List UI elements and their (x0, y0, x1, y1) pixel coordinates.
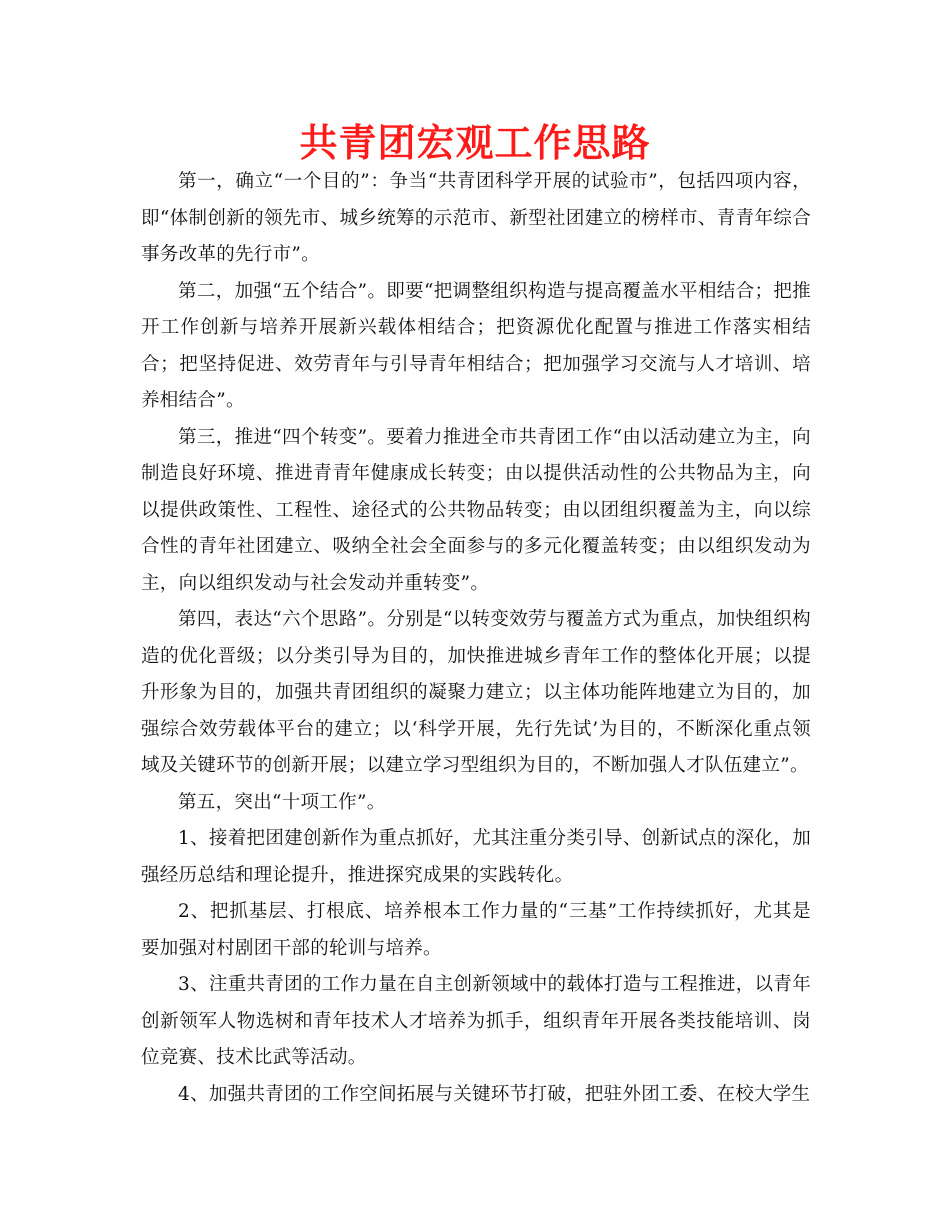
paragraph-4: 第四，表达“六个思路”。分别是“以转变效劳与覆盖方式为重点，加快组织构造的优化晋级；以分类引导为目的，加快推进城乡青年工作的整体化开展；以提升形象为目的，加强共青团组织的凝聚力建立；以主体功能阵地建立为目的，加强综合效劳载体平台的建立；以‘科学开展，先行先试’为目的，不断深化重点领域及关键环节的创新开展；以建立学习型组织为目的，不断加强人才队伍建立”。 (141, 609, 811, 776)
paragraph-8: 3、注重共青团的工作力量在自主创新领域中的载体打造与工程推进，以青年创新领军人物选树和青年技术人才培养为抓手，组织青年开展各类技能培训、岗位竞赛、技术比武等活动。 (141, 974, 811, 1068)
paragraph-9: 4、加强共青团的工作空间拓展与关键环节打破，把驻外团工委、在校大学生 (178, 1083, 811, 1105)
paragraph-7: 2、把抓基层、打根底、培养根本工作力量的“三基”工作持续抓好，尤其是要加强对村剧团干部的轮训与培养。 (141, 901, 811, 959)
paragraph-3: 第三，推进“四个转变”。要着力推进全市共青团工作“由以活动建立为主，向制造良好环境、推进青青年健康成长转变；由以提供活动性的公共物品为主，向以提供政策性、工程性、途径式的公共物品转变；由以团组织覆盖为主，向以综合性的青年社团建立、吸纳全社会全面参与的多元化覆盖转变；由以组织发动为主，向以组织发动与社会发动并重转变”。 (141, 426, 811, 594)
paragraph-6: 1、接着把团建创新作为重点抓好，尤其注重分类引导、创新试点的深化，加强经历总结和理论提升，推进探究成果的实践转化。 (141, 828, 811, 886)
paragraph-5: 第五，突出“十项工作”。 (178, 791, 386, 813)
paragraph-1: 第一，确立“一个目的”：争当“共青团科学开展的试验市”，包括四项内容，即“体制创新的领先市、城乡统筹的示范市、新型社团建立的榜样市、青青年综合事务改革的先行市”。 (141, 171, 811, 265)
document-body (141, 164, 811, 1113)
paragraph-2: 第二，加强“五个结合”。即要“把调整组织构造与提高覆盖水平相结合；把推开工作创新与培养开展新兴载体相结合；把资源优化配置与推进工作落实相结合；把坚持促进、效劳青年与引导青年相结合；把加强学习交流与人才培训、培养相结合”。 (141, 280, 811, 411)
document-title: 共青团宏观工作思路 (299, 121, 651, 165)
